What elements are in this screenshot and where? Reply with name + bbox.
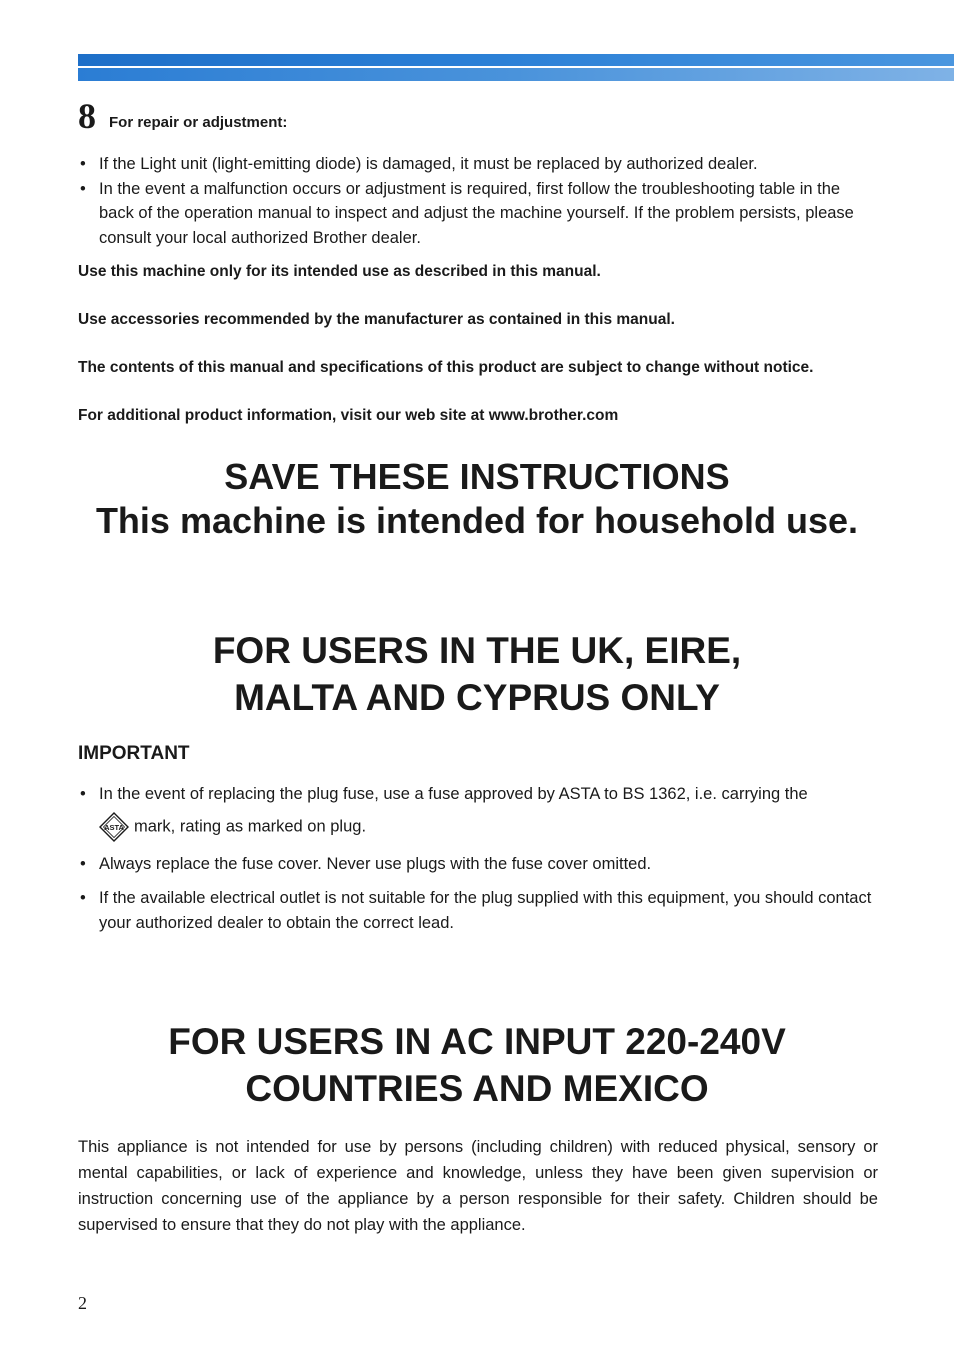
notice-specifications: The contents of this manual and specifications of this product are subject to change without notice. [78,359,814,376]
list-item: • In the event of replacing the plug fuse, use a fuse approved by ASTA to BS 1362, i.e. carrying the ASTA mark, rating as marked on plug. [78,782,878,842]
notice-website: For additional product information, visit our web site at www.brother.com [78,407,619,424]
uk-bullet-list [78,782,878,935]
list-item: • If the Light unit (light-emitting diode) is damaged, it must be replaced by authorized dealer. [80,155,758,173]
save-instructions-heading: SAVE THESE INSTRUCTIONS [224,456,730,497]
header-bar-bottom [78,68,954,81]
ac-heading-line2: COUNTRIES AND MEXICO [245,1068,709,1109]
important-subheading: IMPORTANT [78,743,190,764]
notice-intended-use: Use this machine only for its intended use as described in this manual. [78,263,601,280]
list-item: • In the event a malfunction occurs or adjustment is required, first follow the troubleshooting table in the back of the operation manual to inspect and adjust the machine yourself. If the problem persists, please consult your local authorized Brother dealer. [80,179,854,247]
uk-heading-line2: MALTA AND CYPRUS ONLY [234,677,720,718]
appliance-safety-paragraph: This appliance is not intended for use by persons (including children) with reduced physical, sensory or mental capabilities, or lack of experience and knowledge, unless they have been given supervision or instruction concerning use of the appliance by a person responsible for their safety. Children should be supervised to ensure that they do not play with the appliance. [78,1138,878,1234]
household-use-heading: This machine is intended for household use. [95,500,859,541]
header-bar-top [78,54,954,66]
ac-heading-line1: FOR USERS IN AC INPUT 220-240V [168,1021,786,1062]
repair-bullet-list [78,152,878,250]
list-item: • Always replace the fuse cover. Never use plugs with the fuse cover omitted. [80,854,652,873]
notice-accessories: Use accessories recommended by the manufacturer as contained in this manual. [78,311,675,328]
page-number: 2 [78,1293,87,1313]
section-title: For repair or adjustment: [109,114,288,131]
header-bar [78,54,954,81]
svg-text:ASTA: ASTA [104,822,124,832]
asta-mark-icon [99,812,129,842]
section-number: 8 [78,96,96,136]
list-item: • If the available electrical outlet is not suitable for the plug supplied with this equipment, you should contact your authorized dealer to obtain the correct lead. [80,889,872,932]
uk-heading-line1: FOR USERS IN THE UK, EIRE, [212,630,742,671]
